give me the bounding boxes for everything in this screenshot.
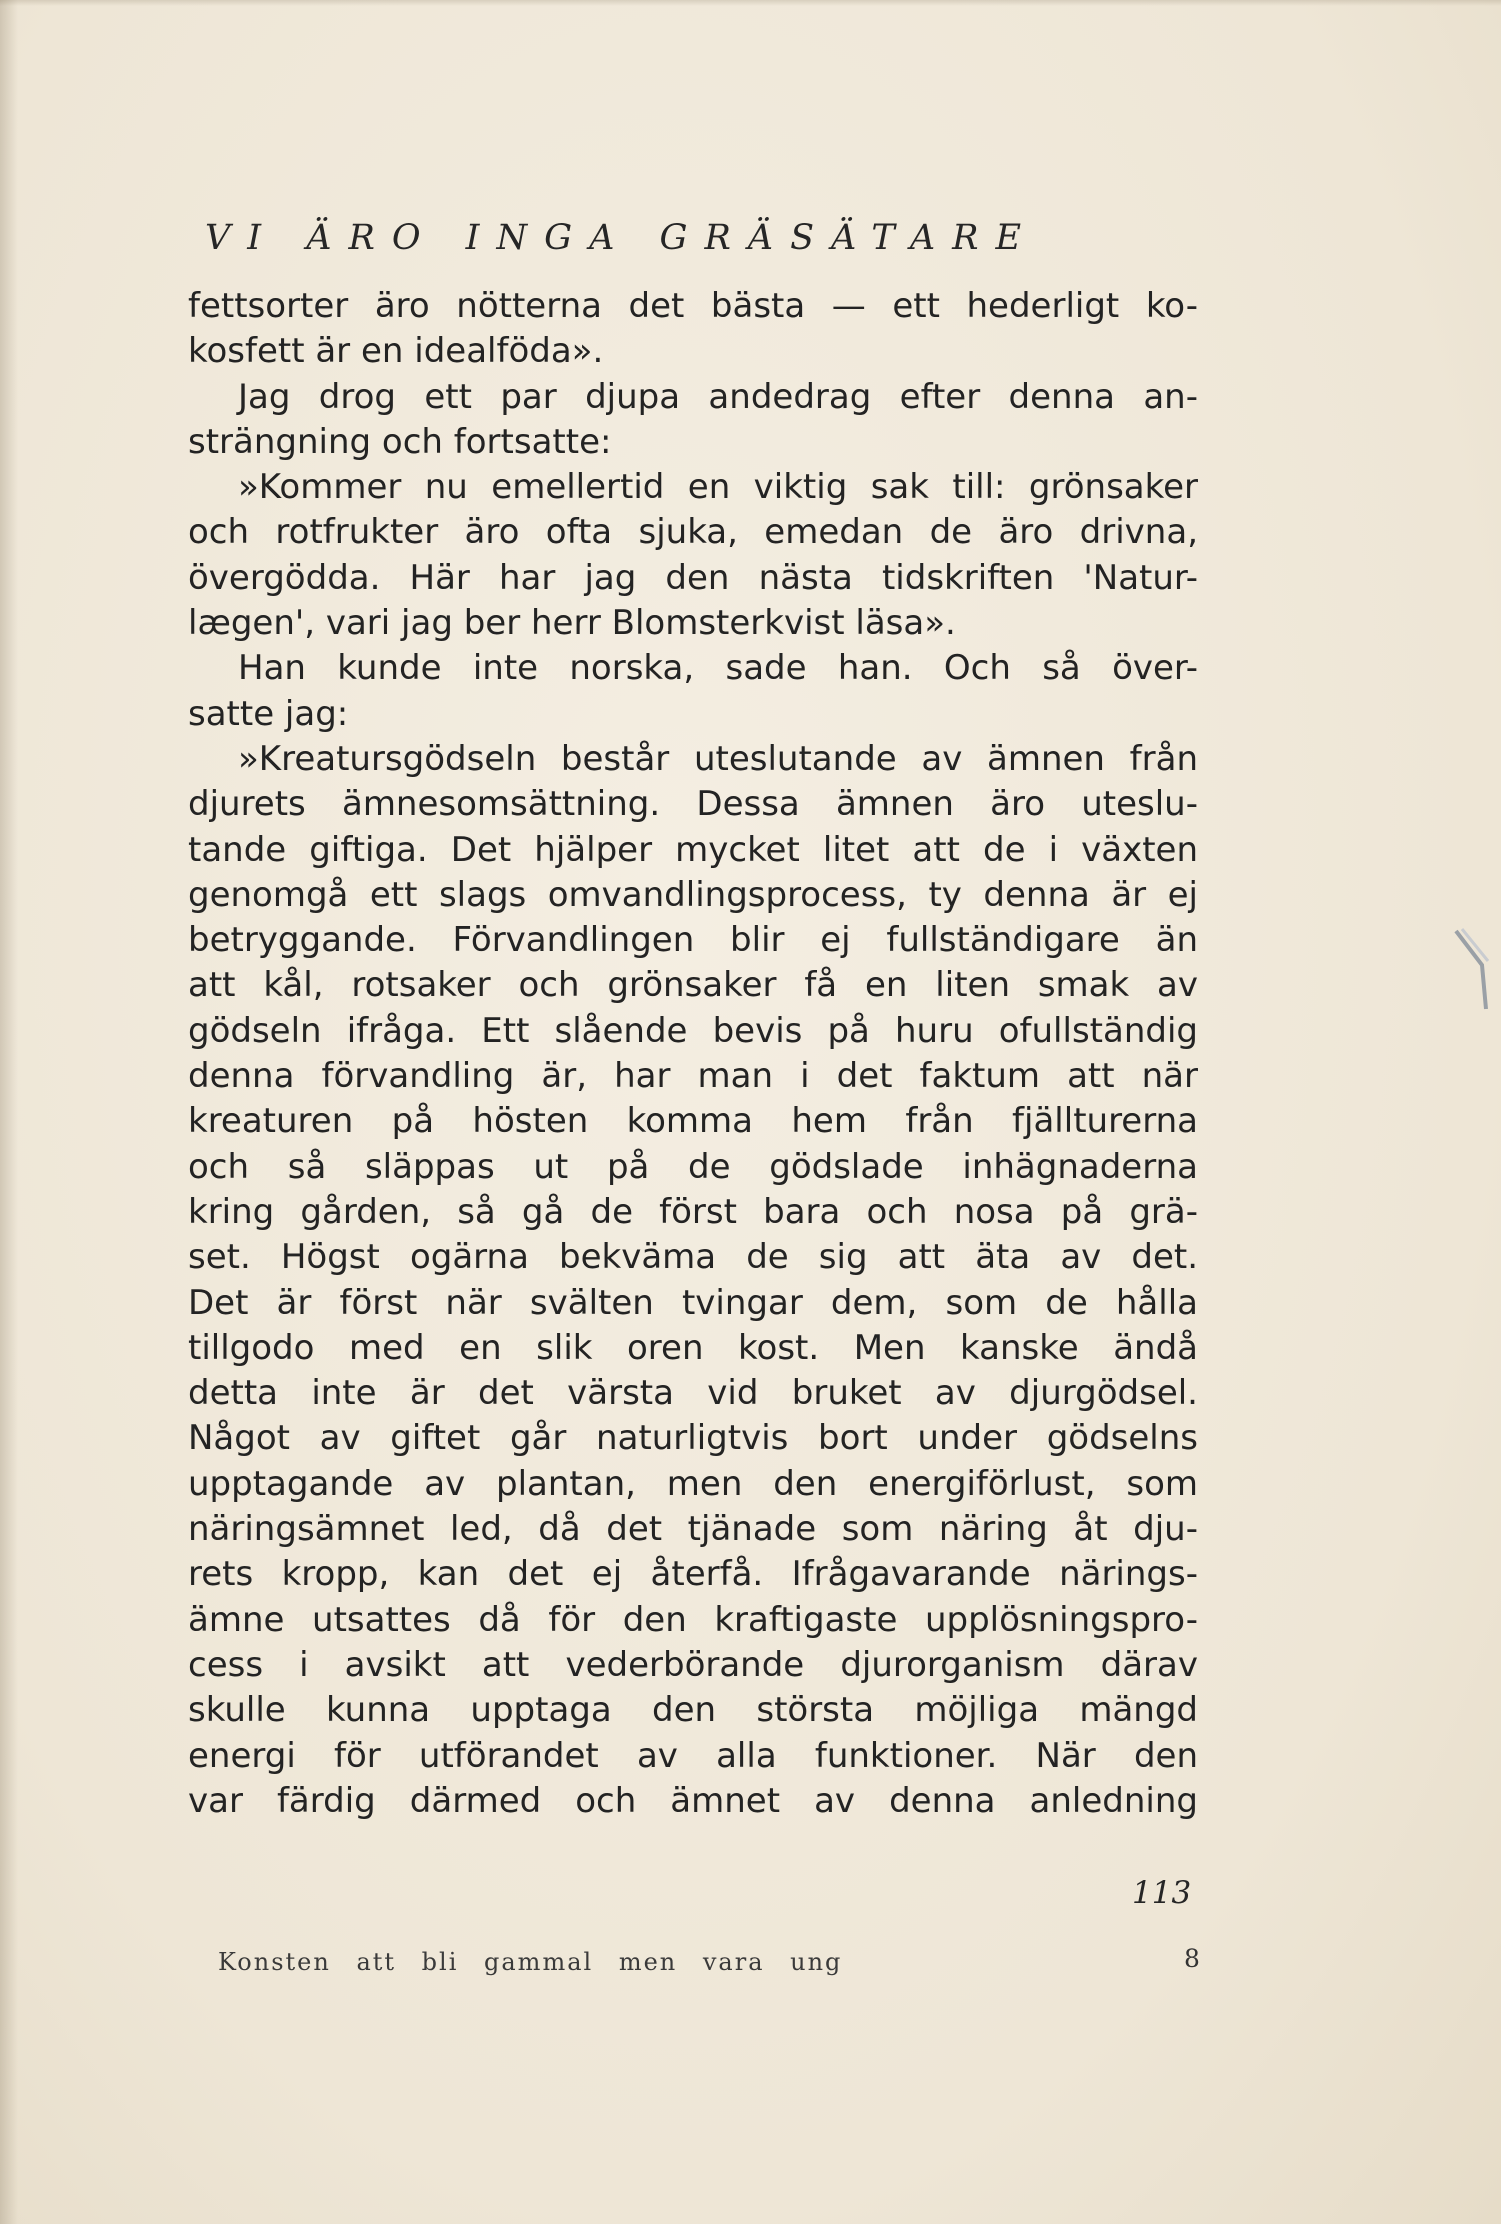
text-line: satte jag: [188,693,349,734]
page-number: 113 [1132,1875,1192,1911]
text-line: rets kropp, kan det ej återfå. Ifrågavarande närings- [188,1554,1198,1595]
text-line: set. Högst ogärna bekväma de sig att äta av det. [188,1237,1198,1278]
text-line: upptagande av plantan, men den energiförlust, som [188,1463,1198,1504]
text-line: djurets ämnesomsättning. Dessa ämnen äro uteslu- [188,784,1198,825]
text-line: ämne utsattes då för den kraftigaste upplösningspro- [188,1599,1198,1640]
text-line: betryggande. Förvandlingen blir ej fullständigare än [188,920,1198,961]
text-line: gödseln ifråga. Ett slående bevis på huru ofullständig [188,1010,1198,1051]
text-line: tillgodo med en slik oren kost. Men kanske ändå [188,1327,1198,1368]
text-line: cess i avsikt att vederbörande djurorganism därav [188,1644,1198,1685]
text-line: lægen', vari jag ber herr Blomsterkvist läsa». [188,603,956,644]
text-line: energi för utförandet av alla funktioner. När den [188,1735,1198,1776]
signature-mark: 8 [1184,1944,1200,1973]
text-line: och så släppas ut på de gödslade inhägnaderna [188,1146,1198,1187]
body-text [188,284,1198,1824]
text-line: näringsämnet led, då det tjänade som näring åt dju- [188,1509,1198,1550]
text-line: Något av giftet går naturligtvis bort under gödselns [188,1418,1198,1459]
binding-shadow [0,0,18,2224]
text-line: Jag drog ett par djupa andedrag efter denna an- [238,376,1198,417]
text-line: Det är först när svälten tvingar dem, som de hålla [188,1282,1198,1323]
text-line: strängning och fortsatte: [188,421,612,462]
top-edge-shadow [0,0,1501,6]
text-line: »Kommer nu emellertid en viktig sak till: grönsaker [238,467,1198,508]
text-line: tande giftiga. Det hjälper mycket litet att de i växten [188,829,1198,870]
text-line: Han kunde inte norska, sade han. Och så över- [238,648,1198,689]
text-line: genomgå ett slags omvandlingsprocess, ty denna är ej [188,874,1198,915]
text-line: att kål, rotsaker och grönsaker få en liten smak av [188,965,1198,1006]
text-line: övergödda. Här har jag den nästa tidskriften 'Natur- [188,557,1198,598]
text-line: kosfett är en idealföda». [188,331,604,372]
text-line: denna förvandling är, har man i det faktum att när [188,1056,1198,1097]
running-head: VI ÄRO INGA GRÄSÄTARE [205,218,1039,258]
text-line: kreaturen på hösten komma hem från fjällturerna [188,1101,1198,1142]
text-line: fettsorter äro nötterna det bästa — ett hederligt ko- [188,286,1198,326]
text-line: och rotfrukter äro ofta sjuka, emedan de äro drivna, [188,512,1198,553]
text-line: var färdig därmed och ämnet av denna anledning [188,1780,1198,1821]
text-line: kring gården, så gå de först bara och nosa på grä- [188,1191,1198,1232]
footer-book-title: Konsten att bli gammal men vara ung [218,1948,843,1976]
page-edge-mark [1452,925,1492,1015]
text-line: skulle kunna upptaga den största möjliga mängd [188,1690,1198,1731]
text-line: detta inte är det värsta vid bruket av djurgödsel. [188,1373,1198,1414]
text-line: »Kreatursgödseln består uteslutande av ämnen från [238,738,1198,779]
